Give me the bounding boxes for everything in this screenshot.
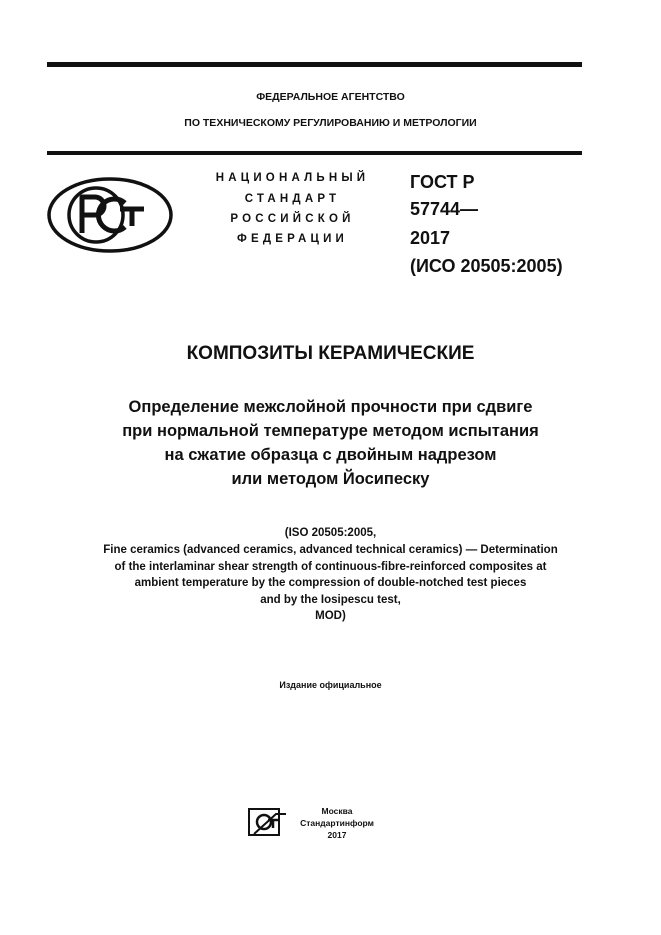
subtitle-line: или методом Йосипеску <box>231 470 430 488</box>
designation-line: ГОСТ Р <box>410 172 475 192</box>
publication-year: 2017 <box>327 830 347 840</box>
gost-r-logo-icon <box>46 176 174 254</box>
standard-type-line: НАЦИОНАЛЬНЫЙ <box>215 172 370 184</box>
document-title: КОМПОЗИТЫ КЕРАМИЧЕСКИЕ <box>186 343 475 364</box>
standard-type-line: РОССИЙСКОЙ <box>230 213 355 225</box>
iso-reference-line: of the interlaminar shear strength of continuous-fibre-reinforced composites at <box>114 561 547 573</box>
standard-type-line: ФЕДЕРАЦИИ <box>236 233 349 245</box>
designation-line: (ИСО 20505:2005) <box>410 256 563 276</box>
subtitle-line: на сжатие образца с двойным надрезом <box>164 446 497 464</box>
subtitle-line: Определение межслойной прочности при сдвиге <box>128 398 533 416</box>
agency-name-line-1: ФЕДЕРАЛЬНОЕ АГЕНТСТВО <box>256 91 405 103</box>
standard-type-line: СТАНДАРТ <box>244 193 341 205</box>
header-divider <box>47 151 582 155</box>
standartinform-logo-icon <box>248 806 288 838</box>
subtitle-line: при нормальной температуре методом испытания <box>122 422 539 440</box>
agency-name-line-2: ПО ТЕХНИЧЕСКОМУ РЕГУЛИРОВАНИЮ И МЕТРОЛОГИИ <box>184 117 477 129</box>
publisher-city: Москва <box>321 806 353 816</box>
designation-line: 57744— <box>410 199 479 219</box>
iso-reference-line: Fine ceramics (advanced ceramics, advanced technical ceramics) — Determination <box>103 544 558 556</box>
top-divider <box>47 62 582 67</box>
publisher-name: Стандартинформ <box>300 818 374 828</box>
iso-reference-line: ambient temperature by the compression of double-notched test pieces <box>134 577 527 589</box>
edition-label: Издание официальное <box>279 680 382 690</box>
iso-reference-line: (ISO 20505:2005, <box>284 527 377 539</box>
iso-reference-line: MOD) <box>315 610 346 622</box>
designation-line: 2017 <box>410 228 451 248</box>
iso-reference-line: and by the Iosipescu test, <box>260 594 401 606</box>
